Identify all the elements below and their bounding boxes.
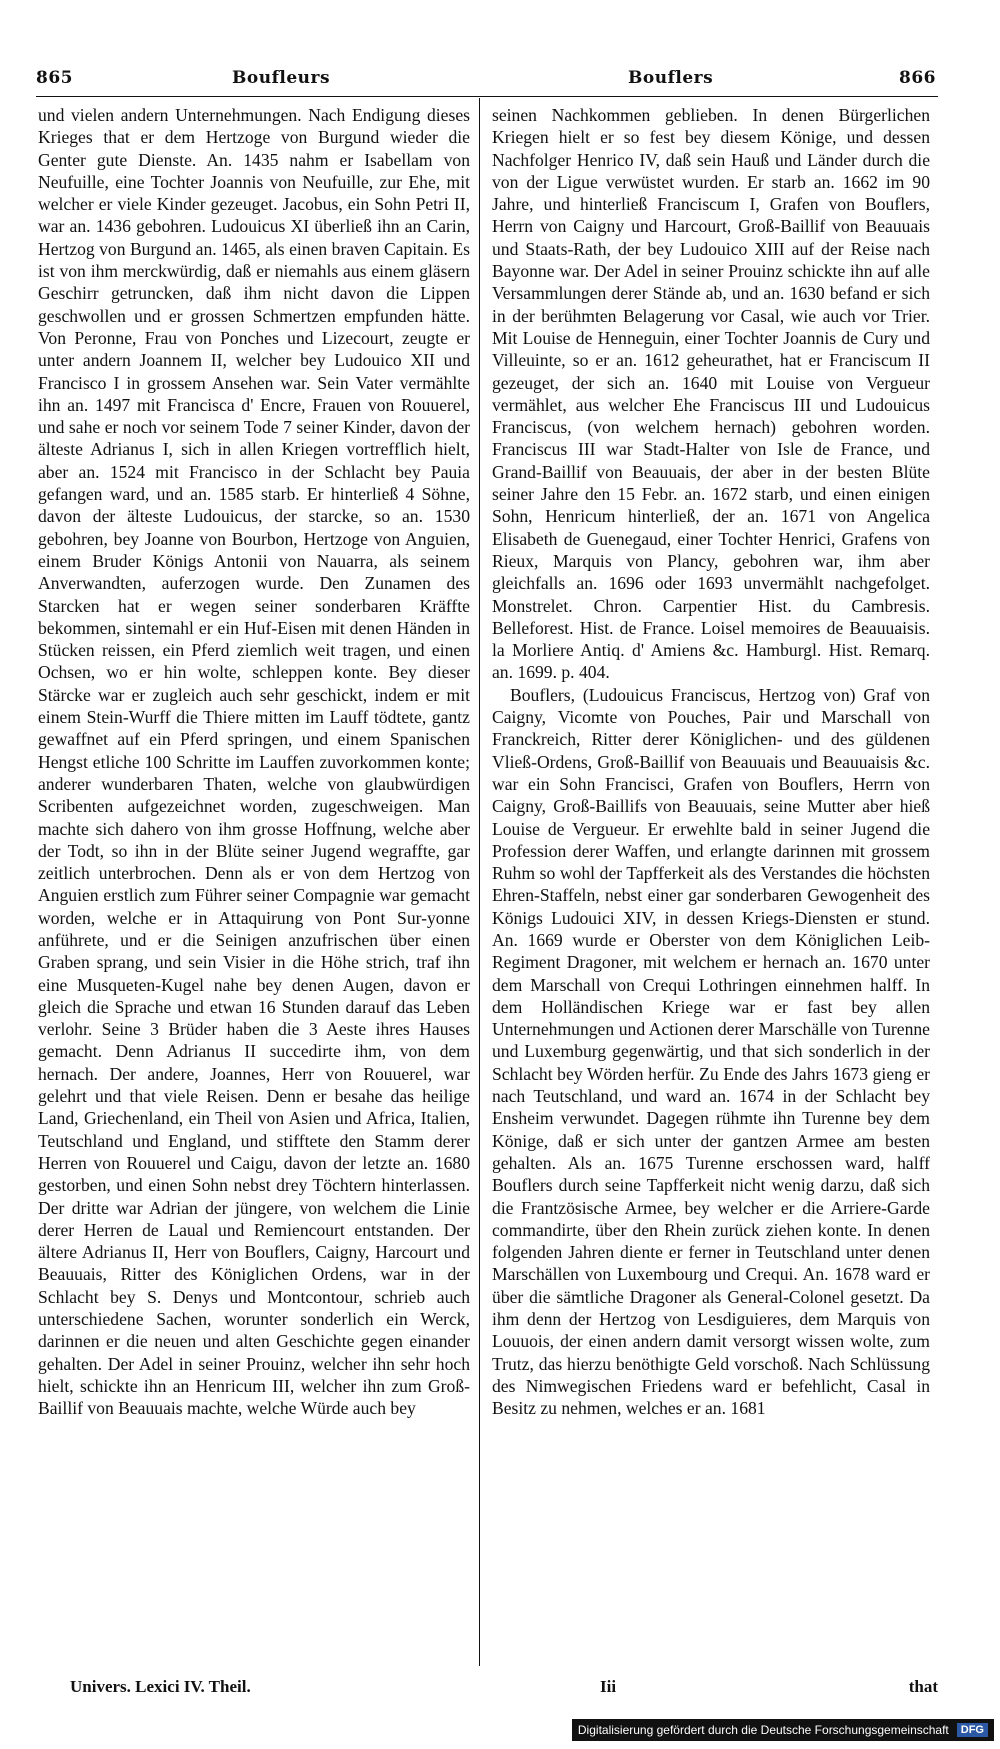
- right-column-paragraph-1: seinen Nachkommen geblieben. In denen Bürgerlichen Kriegen hielt er so fest bey diesem Könige, und dessen Nachfolger Henrico IV, daß sein Hauß und Länder durch die von der Ligue verwüstet wurden. Er starb an. 1662 im 90 Jahre, und hinterließ Franciscum I, Grafen von Bouflers, Herrn von Caigny und Harcourt, Groß-Baillif von Beauuais und Staats-Rath, der bey Ludouico XIII auf der Reise nach Bayonne war. Der Adel in seiner Prouinz schickte ihn auf alle Versammlungen derer Stände ab, und an. 1630 befand er sich in der berühmten Belagerung vor Casal, wie auch vor Trier. Mit Louise de Henneguin, einer Tochter Joannis de Cury und Villeuinte, so er an. 1612 geheurathet, hat er Franciscum II gezeuget, der sich an. 1640 mit Louise von Vergueur vermählet, aus welcher Ehe Franciscus III und Ludouicus Franciscus, (von welchem hernach) gebohren worden. Franciscus III war Stadt-Halter von Isle de France, und Grand-Baillif von Beauuais, der aber in der besten Blüte seiner Jahre den 15 Febr. an. 1672 starb, und einen einigen Sohn, Henricum hinterließ, der an. 1671 von Angelica Elisabeth de Guenegaud, einer Tochter Henrici, Grafens von Rieux, Marquis von Plancy, gebohren war, ihm aber gleichfalls an. 1696 oder 1693 unvermählt nachgefolget. Monstrelet. Chron. Carpentier Hist. du Cambresis. Belleforest. Hist. de France. Loisel memoires de Beauuaisis. la Morliere Antiq. d' Amiens &c. Hamburgl. Hist. Remarq. an. 1699. p. 404.: [492, 105, 930, 683]
- page-number-right: 866: [899, 68, 936, 88]
- left-column-paragraph: und vielen andern Unternehmungen. Nach Endigung dieses Krieges that er dem Hertzoge von Burgund wieder die Genter gute Dienste. An. 1435 nahm er Isabellam von Neufuille, eine Tochter Joannis von Neufuille, zur Ehe, mit welcher er viele Kinder gezeuget. Jacobus, ein Sohn Petri II, war an. 1436 gebohren. Ludouicus XI überließ ihn an Carin, Hertzog von Burgund an. 1465, als einen braven Capitain. Es ist von ihm merckwürdig, daß er niemahls aus einem gläsern Geschirr getruncken, daß ihm nicht davon die Lippen geschwollen und er grossen Schmertzen empfunden hätte. Von Peronne, Frau von Ponches und Lizecourt, zeugte er unter andern Joannem II, welcher bey Ludouico XII und Francisco I in grossem Ansehen war. Sein Vater vermählte ihn an. 1497 mit Francisca d' Encre, Frauen von Rouuerel, und sahe er noch vor seinem Tode 7 seiner Kinder, davon der älteste Adrianus I, sich in allen Kriegen vortrefflich hielt, aber an. 1524 mit Francisco in der Schlacht bey Pauia gefangen ward, und an. 1585 starb. Er hinterließ 4 Söhne, davon der älteste Ludouicus, der starcke, so an. 1530 gebohren, bey Joanne von Bourbon, Hertzoge von Anguien, einem Bruder Königs Antonii von Nauarra, als seinem Anverwandten, auferzogen wurde. Den Zunamen des Starcken hat er wegen seiner sonderbaren Kräffte bekommen, sintemahl er ein Huf-Eisen mit denen Händen in Stücken reissen, ein Pferd ziemlich weit tragen, und einen Ochsen, wo er hin wolte, schleppen konte. Bey dieser Stärcke war er zugleich auch sehr geschickt, indem er mit einem Stein-Wurff die Thiere mitten im Lauff tödtete, gantz gewaffnet auf ein Pferd springen, und einem Spanischen Hengst etliche 100 Schritte im Lauffen zuvorkommen konte; anderer wunderbaren Thaten, welche von glaubwürdigen Scribenten aufgezeichnet worden, zugeschweigen. Man machte sich dahero von ihm grosse Hoffnung, welche aber der Todt, so ihn in der Blüte seiner Jugend wegraffte, gar zeitlich unterbrochen. Denn als er von dem Hertzog von Anguien erstlich zum Führer seiner Compagnie war gemacht worden, welche er in Attaquirung von Pont Sur-yonne anführete, und er die Seinigen anzufrischen über einen Graben sprang, und sein Visier in die Höhe strich, traf ihn eine Musqueten-Kugel nahe bey denen Augen, davon er gleich die Sprache und etwan 16 Stunden darauf das Leben verlohr. Seine 3 Brüder haben die 3 Aeste ihres Hauses gemacht. Denn Adrianus II succedirte ihm, von dem hernach. Der andere, Joannes, Herr von Rouuerel, war gelehrt und that viele Reisen. Denn er besahe das heilige Land, Griechenland, ein Theil von Asien und Africa, Italien, Teutschland und England, und stifftete den Stamm derer Herren von Rouuerel und Caigu, davon der letzte an. 1680 gestorben, und einen Sohn nebst drey Töchtern hinterlassen. Der dritte war Adrian der jüngere, von welchem die Linie derer Herren de Laual und Remiencourt entstanden. Der ältere Adrianus II, Herr von Bouflers, Caigny, Harcourt und Beauuais, Ritter des Königlichen Ordens, war in der Schlacht bey S. Denys und Montcontour, schrieb auch unterschiedene Sachen, worunter sonderlich ein Werck, darinnen er die neuen und alten Geschichte gegen einander gehalten. Der Adel in seiner Prouinz, welcher ihn sehr hoch hielt, schickte ihn an Henricum III, welcher ihn zum Groß-Baillif von Beauuais machte, welche Würde auch bey: [38, 105, 470, 1419]
- footer-signature: Iii: [600, 1677, 617, 1696]
- running-title-right: Bouflers: [628, 68, 714, 88]
- running-title-left: Boufleurs: [232, 68, 331, 88]
- column-divider: [479, 98, 480, 1666]
- header-rule: [36, 96, 938, 97]
- footer-volume: Univers. Lexici IV. Theil.: [70, 1677, 251, 1696]
- right-column-paragraph-2: Bouflers, (Ludouicus Franciscus, Hertzog von) Graf von Caigny, Vicomte von Pouches, Pair und Marschall von Franckreich, Ritter derer Königlichen- und des güldenen Vließ-Ordens, Groß-Baillif von Beauuais und Beauuaisis &c. war ein Sohn Francisci, Grafen von Bouflers, Herrn von Caigny, Groß-Baillifs von Beauuais, seine Mutter aber hieß Louise de Vergueur. Er erwehlte bald in seiner Jugend die Profession derer Waffen, und erlangte darinnen mit grossem Ruhm so wohl der Tapfferkeit als des Verstandes die höchsten Ehren-Staffeln, nebst einer gar sonderbaren Gewogenheit des Königs Ludouici XIV, in dessen Kriegs-Diensten er stund. An. 1669 wurde er Oberster von dem Königlichen Leib-Regiment Dragoner, mit welchem er hernach an. 1670 unter dem Marschall von Crequi Lothringen einnehmen halff. In dem Holländischen Kriege war er fast bey allen Unternehmungen und Actionen derer Marschälle von Turenne und Luxemburg gegenwärtig, und that sich sonderlich in der Schlacht bey Wörden herfür. Zu Ende des Jahrs 1673 gieng er nach Teutschland, und ward an. 1674 in der Schlacht bey Ensheim verwundet. Dagegen rühmte ihn Turenne bey dem Könige, daß er sich unter der gantzen Armee am besten gehalten. Als an. 1675 Turenne erschossen ward, halff Bouflers durch seine Tapfferkeit nicht wenig darzu, daß sich die Frantzösische Armee, bey welcher er die Arriere-Garde commandirte, über den Rhein zurück ziehen konte. In denen folgenden Jahren diente er ferner in Teutschland unter denen Marschällen von Luxembourg und Crequi. An. 1678 ward er über die sämtliche Dragoner als General-Colonel gesetzt. Da ihm denn der Hertzog von Lesdiguieres, dem Marquis von Louuois, der einen andern damit versorgt wissen wolte, zum Trutz, das hierzu benöthigte Geld vorschoß. Nach Schlüssung des Nimwegischen Friedens ward er befehlicht, Casal in Besitz zu nehmen, welches er an. 1681: [492, 684, 930, 1419]
- banner-text: Digitalisierung gefördert durch die Deutsche Forschungsgemeinschaft: [577, 1723, 949, 1737]
- page-number-left: 865: [36, 68, 73, 88]
- left-column: [38, 104, 470, 1420]
- dfg-logo: DFG: [957, 1723, 988, 1737]
- right-column: [492, 104, 930, 1420]
- footer-catchword: that: [908, 1677, 938, 1696]
- digitization-banner: [572, 1719, 994, 1741]
